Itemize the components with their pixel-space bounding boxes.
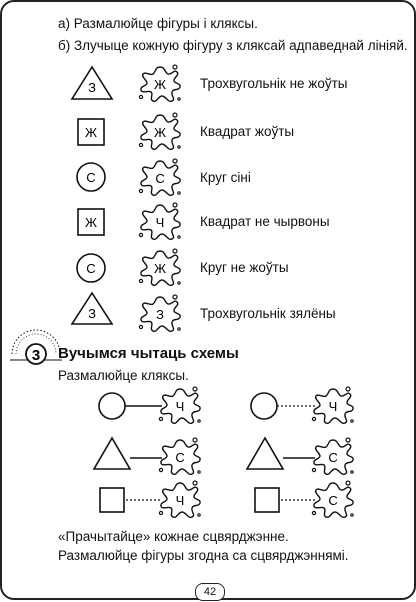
scheme-right-2 — [247, 438, 353, 474]
row6-triangle-shape — [72, 293, 112, 324]
svg-text:Ж: Ж — [153, 125, 167, 140]
svg-text:Ч: Ч — [155, 215, 165, 230]
statement-6: Трохвугольнік зялёны — [200, 306, 336, 321]
instruction-a: а) Размалюйце фігуры і кляксы. — [58, 16, 258, 31]
row5-blot — [139, 249, 180, 285]
svg-text:Ж: Ж — [84, 215, 98, 230]
section-subtitle: Размалюйце кляксы. — [58, 368, 189, 383]
row4-square-shape — [78, 209, 104, 235]
svg-text:3: 3 — [31, 347, 41, 364]
scheme-left-2 — [94, 438, 200, 474]
row5-circle-shape — [77, 254, 105, 282]
svg-text:С: С — [155, 171, 165, 186]
statement-5: Круг не жоўты — [200, 260, 289, 275]
row1-triangle-shape — [72, 67, 112, 99]
row4-blot — [139, 203, 180, 239]
page-number: 42 — [195, 583, 225, 601]
svg-text:З: З — [156, 307, 164, 322]
row3-circle-shape — [77, 163, 105, 191]
row2-square-shape — [78, 119, 104, 145]
svg-text:С: С — [86, 261, 96, 276]
svg-text:З: З — [88, 80, 96, 95]
statement-2: Квадрат жоўты — [200, 124, 295, 139]
row3-blot — [139, 159, 180, 195]
scheme-left-1 — [99, 387, 200, 423]
svg-text:Ж: Ж — [84, 125, 98, 140]
svg-text:Ч: Ч — [328, 399, 338, 414]
footer-line-1: «Прачытайце» кожнае сцвярджэнне. — [58, 529, 289, 544]
scheme-right-3 — [255, 481, 353, 517]
statement-1: Трохвугольнік не жоўты — [200, 76, 348, 91]
row1-blot — [139, 65, 180, 101]
row6-blot — [139, 295, 180, 331]
statement-3: Круг сіні — [200, 170, 251, 185]
svg-text:Ж: Ж — [153, 261, 167, 276]
scheme-right-1 — [251, 387, 353, 423]
footer-line-2: Размалюйце фігуры згодна са сцвярджэннямі. — [58, 548, 349, 563]
statement-4: Квадрат не чырвоны — [200, 214, 330, 229]
svg-text:С: С — [328, 450, 338, 465]
svg-text:Ж: Ж — [153, 77, 167, 92]
scheme-left-3 — [100, 481, 200, 517]
row2-blot — [139, 113, 180, 149]
svg-text:Ч: Ч — [175, 493, 185, 508]
section-number-badge — [10, 330, 62, 364]
svg-text:С: С — [328, 493, 338, 508]
svg-text:С: С — [86, 170, 96, 185]
svg-text:Ч: Ч — [175, 399, 185, 414]
section-title: Вучымся чытаць схемы — [58, 345, 239, 362]
svg-text:З: З — [88, 306, 96, 321]
instruction-b: б) Злучыце кожную фігуру з кляксай адпаведнай лініяй. — [58, 38, 408, 53]
svg-text:С: С — [175, 450, 185, 465]
illustrations — [2, 2, 416, 602]
